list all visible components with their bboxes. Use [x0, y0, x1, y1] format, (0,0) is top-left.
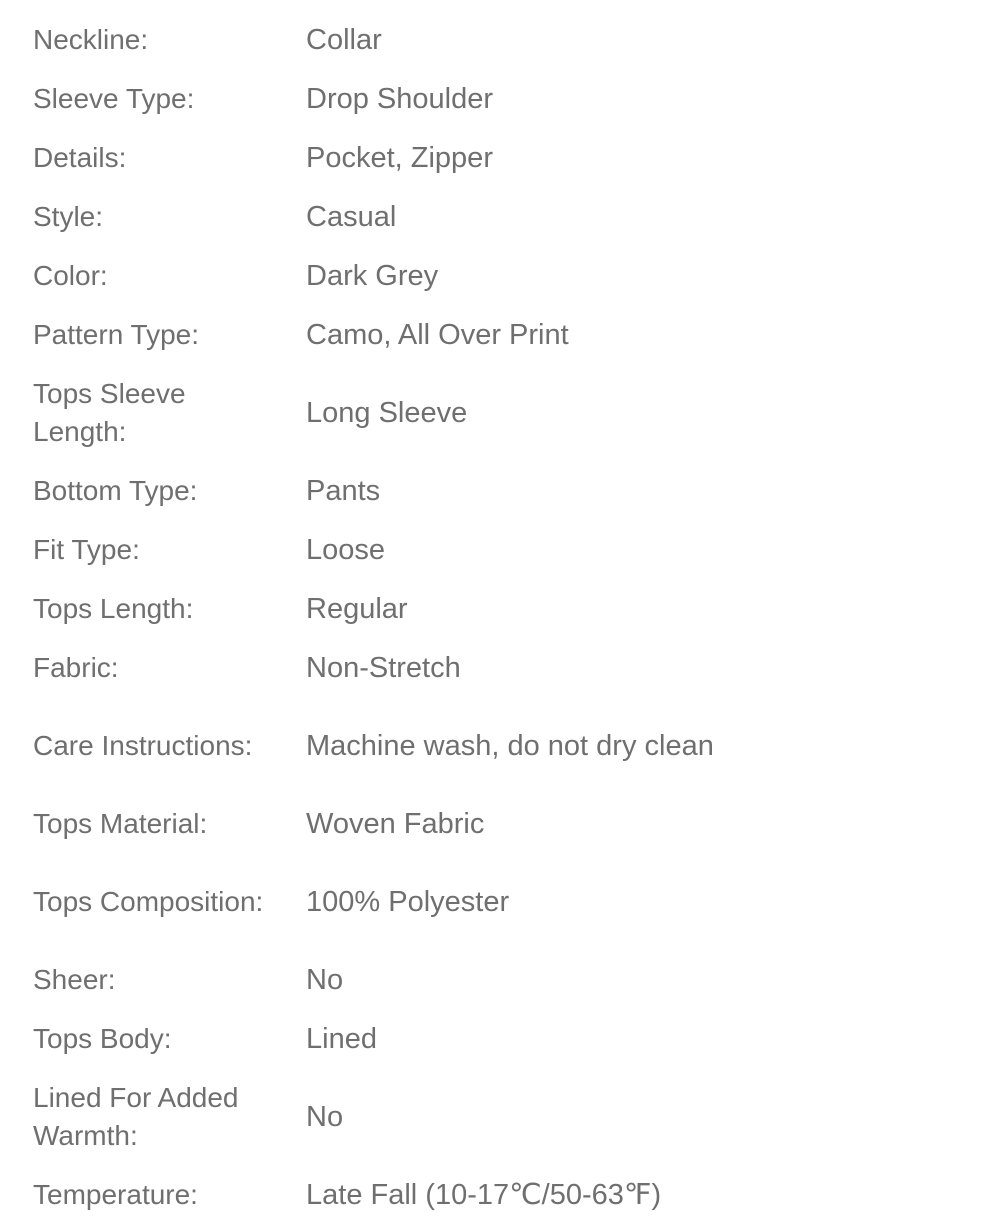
spec-label: Tops Length:	[33, 592, 194, 624]
spec-label: Temperature:	[33, 1178, 198, 1210]
spec-label: Fit Type:	[33, 533, 140, 565]
spec-row-details	[33, 128, 988, 187]
spec-row-color	[33, 246, 988, 305]
spec-value: Loose	[306, 533, 386, 566]
spec-value: Casual	[306, 200, 397, 233]
spec-value: Pocket, Zipper	[306, 141, 493, 174]
spec-row-bottom-type	[33, 461, 988, 520]
spec-value: Lined	[306, 1022, 377, 1055]
spec-row-tops-material	[33, 794, 988, 853]
spec-row-style	[33, 187, 988, 246]
spec-row-fit-type	[33, 520, 988, 579]
spec-value: Regular	[306, 592, 408, 625]
spec-value: Pants	[306, 474, 381, 507]
spec-label: Sheer:	[33, 963, 116, 995]
spec-row-care-instructions	[33, 697, 988, 794]
spec-row-neckline	[33, 10, 988, 69]
spec-value: Collar	[306, 23, 382, 56]
spec-value: Dark Grey	[306, 259, 439, 292]
spec-value: Woven Fabric	[306, 807, 485, 840]
spec-label: Tops Body:	[33, 1022, 172, 1054]
spec-value: Late Fall (10-17℃/50-63℉)	[306, 1178, 662, 1211]
spec-label: Pattern Type:	[33, 318, 200, 350]
spec-row-tops-composition	[33, 853, 988, 950]
spec-value: Machine wash, do not dry clean	[306, 729, 714, 762]
spec-row-pattern-type	[33, 305, 988, 364]
spec-value: Non-Stretch	[306, 651, 461, 684]
spec-row-tops-sleeve-length	[33, 364, 988, 461]
spec-value: Drop Shoulder	[306, 82, 493, 115]
spec-row-sleeve-type	[33, 69, 988, 128]
spec-label: Details:	[33, 141, 127, 173]
spec-label: Style:	[33, 200, 104, 232]
spec-value: 100% Polyester	[306, 885, 510, 918]
spec-row-temperature	[33, 1165, 988, 1224]
spec-label: Neckline:	[33, 23, 149, 55]
spec-label: Tops Material:	[33, 807, 208, 839]
spec-label: Bottom Type:	[33, 474, 198, 506]
spec-value: No	[306, 1100, 344, 1133]
spec-row-lined-for-added-warmth	[33, 1068, 988, 1165]
spec-row-fabric	[33, 638, 988, 697]
spec-label: Tops Composition:	[33, 885, 264, 917]
spec-row-tops-body	[33, 1009, 988, 1068]
spec-value: Long Sleeve	[306, 396, 468, 429]
spec-value: Camo, All Over Print	[306, 318, 569, 351]
spec-row-sheer	[33, 950, 988, 1009]
spec-row-tops-length	[33, 579, 988, 638]
spec-label: Tops Sleeve Length:	[33, 377, 186, 447]
spec-label: Sleeve Type:	[33, 82, 195, 114]
spec-value: No	[306, 963, 344, 996]
spec-label: Care Instructions:	[33, 729, 253, 761]
spec-label: Lined For Added Warmth:	[33, 1081, 239, 1151]
spec-label: Fabric:	[33, 651, 119, 683]
spec-label: Color:	[33, 259, 108, 291]
